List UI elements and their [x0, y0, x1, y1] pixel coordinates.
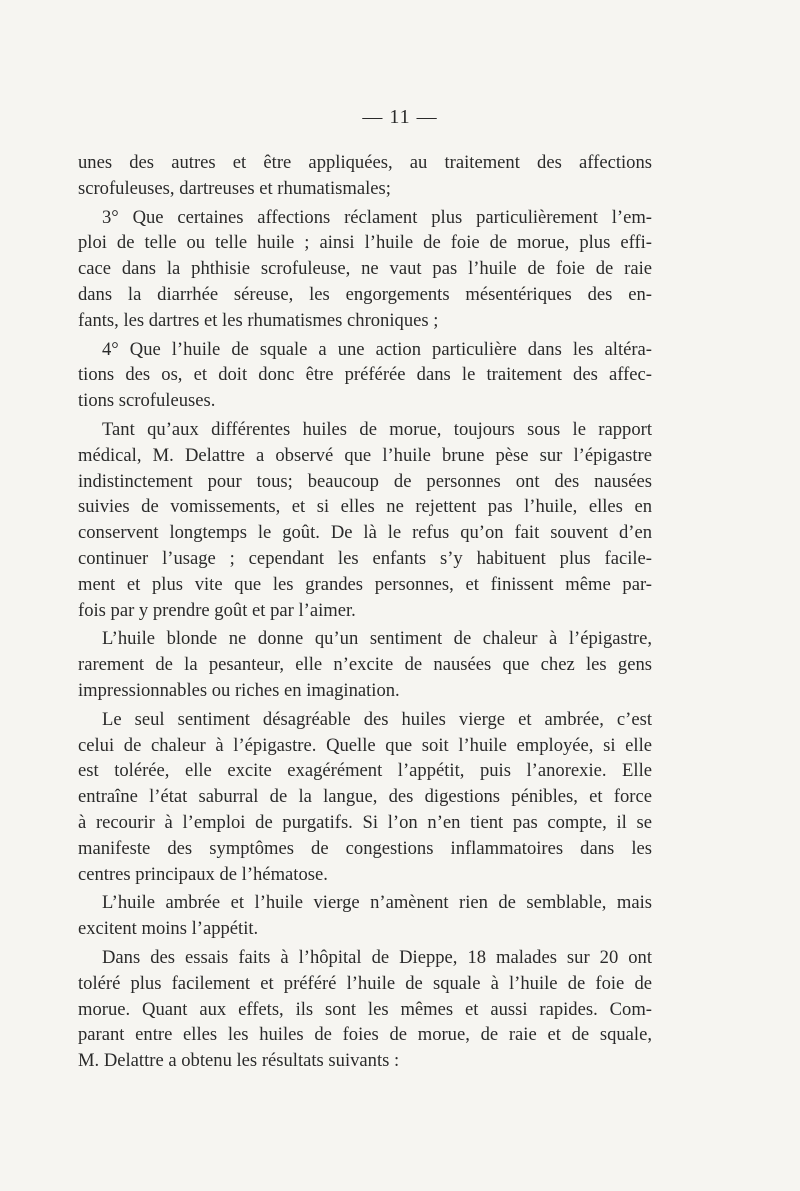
- paragraph: [78, 150, 652, 202]
- text-line: cace dans la phthisie scrofuleuse, ne vaut pas l’huile de foie de raie: [78, 258, 652, 280]
- paragraph: [78, 337, 652, 414]
- text-line: dans la diarrhée séreuse, les engorgements mésentériques des en-: [78, 283, 652, 305]
- text-line: Dans des essais faits à l’hôpital de Dieppe, 18 malades sur 20 ont: [102, 946, 652, 968]
- text-line: impressionnables ou riches en imagination.: [78, 679, 400, 701]
- text-line: scrofuleuses, dartreuses et rhumatismales;: [78, 177, 391, 199]
- paragraph: [78, 890, 652, 942]
- text-line: est tolérée, elle excite exagérément l’appétit, puis l’anorexie. Elle: [78, 760, 652, 782]
- text-line: médical, M. Delattre a observé que l’huile brune pèse sur l’épigastre: [78, 444, 652, 466]
- text-line: entraîne l’état saburral de la langue, des digestions pénibles, et force: [78, 786, 652, 808]
- text-line: fois par y prendre goût et par l’aimer.: [78, 599, 356, 621]
- text-line: 4° Que l’huile de squale a une action particulière dans les altéra-: [102, 338, 652, 360]
- paragraph: [78, 945, 652, 1074]
- text-line: continuer l’usage ; cependant les enfants s’y habituent plus facile-: [78, 547, 652, 569]
- text-line: unes des autres et être appliquées, au traitement des affections: [78, 152, 652, 173]
- text-line: parant entre elles les huiles de foies de morue, de raie et de squale,: [78, 1024, 652, 1046]
- paragraph: [78, 707, 652, 888]
- text-line: Le seul sentiment désagréable des huiles vierge et ambrée, c’est: [102, 708, 652, 730]
- text-line: rarement de la pesanteur, elle n’excite de nausées que chez les gens: [78, 654, 652, 676]
- paragraph: [78, 626, 652, 703]
- text-line: tions des os, et doit donc être préférée dans le traitement des affec-: [78, 364, 652, 386]
- text-line: indistinctement pour tous; beaucoup de personnes ont des nausées: [78, 470, 652, 492]
- text-line: ploi de telle ou telle huile ; ainsi l’huile de foie de morue, plus effi-: [78, 232, 652, 254]
- text-line: M. Delattre a obtenu les résultats suivants :: [78, 1050, 400, 1072]
- paragraph: [78, 417, 652, 623]
- text-line: conservent longtemps le goût. De là le refus qu’on fait souvent d’en: [78, 522, 652, 544]
- page-number: — 11 —: [362, 106, 438, 128]
- text-line: excitent moins l’appétit.: [78, 918, 259, 940]
- text-line: celui de chaleur à l’épigastre. Quelle que soit l’huile employée, si elle: [78, 734, 652, 756]
- text-line: manifeste des symptômes de congestions inflammatoires dans les: [78, 837, 652, 859]
- text-line: à recourir à l’emploi de purgatifs. Si l’on n’en tient pas compte, il se: [78, 811, 652, 833]
- text-line: centres principaux de l’hématose.: [78, 863, 328, 885]
- text-line: L’huile ambrée et l’huile vierge n’amènent rien de semblable, mais: [102, 892, 652, 914]
- body-text: [78, 150, 652, 1077]
- text-line: 3° Que certaines affections réclament plus particulièrement l’em-: [102, 206, 652, 228]
- text-line: tions scrofuleuses.: [78, 390, 216, 412]
- text-line: L’huile blonde ne donne qu’un sentiment de chaleur à l’épigastre,: [102, 628, 652, 650]
- text-line: suivies de vomissements, et si elles ne rejettent pas l’huile, elles en: [78, 496, 652, 518]
- text-line: ment et plus vite que les grandes personnes, et finissent même par-: [78, 573, 652, 595]
- text-line: fants, les dartres et les rhumatismes chroniques ;: [78, 309, 439, 331]
- paragraph: [78, 205, 652, 334]
- text-line: toléré plus facilement et préféré l’huile de squale à l’huile de foie de: [78, 972, 652, 994]
- text-line: morue. Quant aux effets, ils sont les mêmes et aussi rapides. Com-: [78, 998, 652, 1020]
- text-line: Tant qu’aux différentes huiles de morue, toujours sous le rapport: [102, 418, 652, 440]
